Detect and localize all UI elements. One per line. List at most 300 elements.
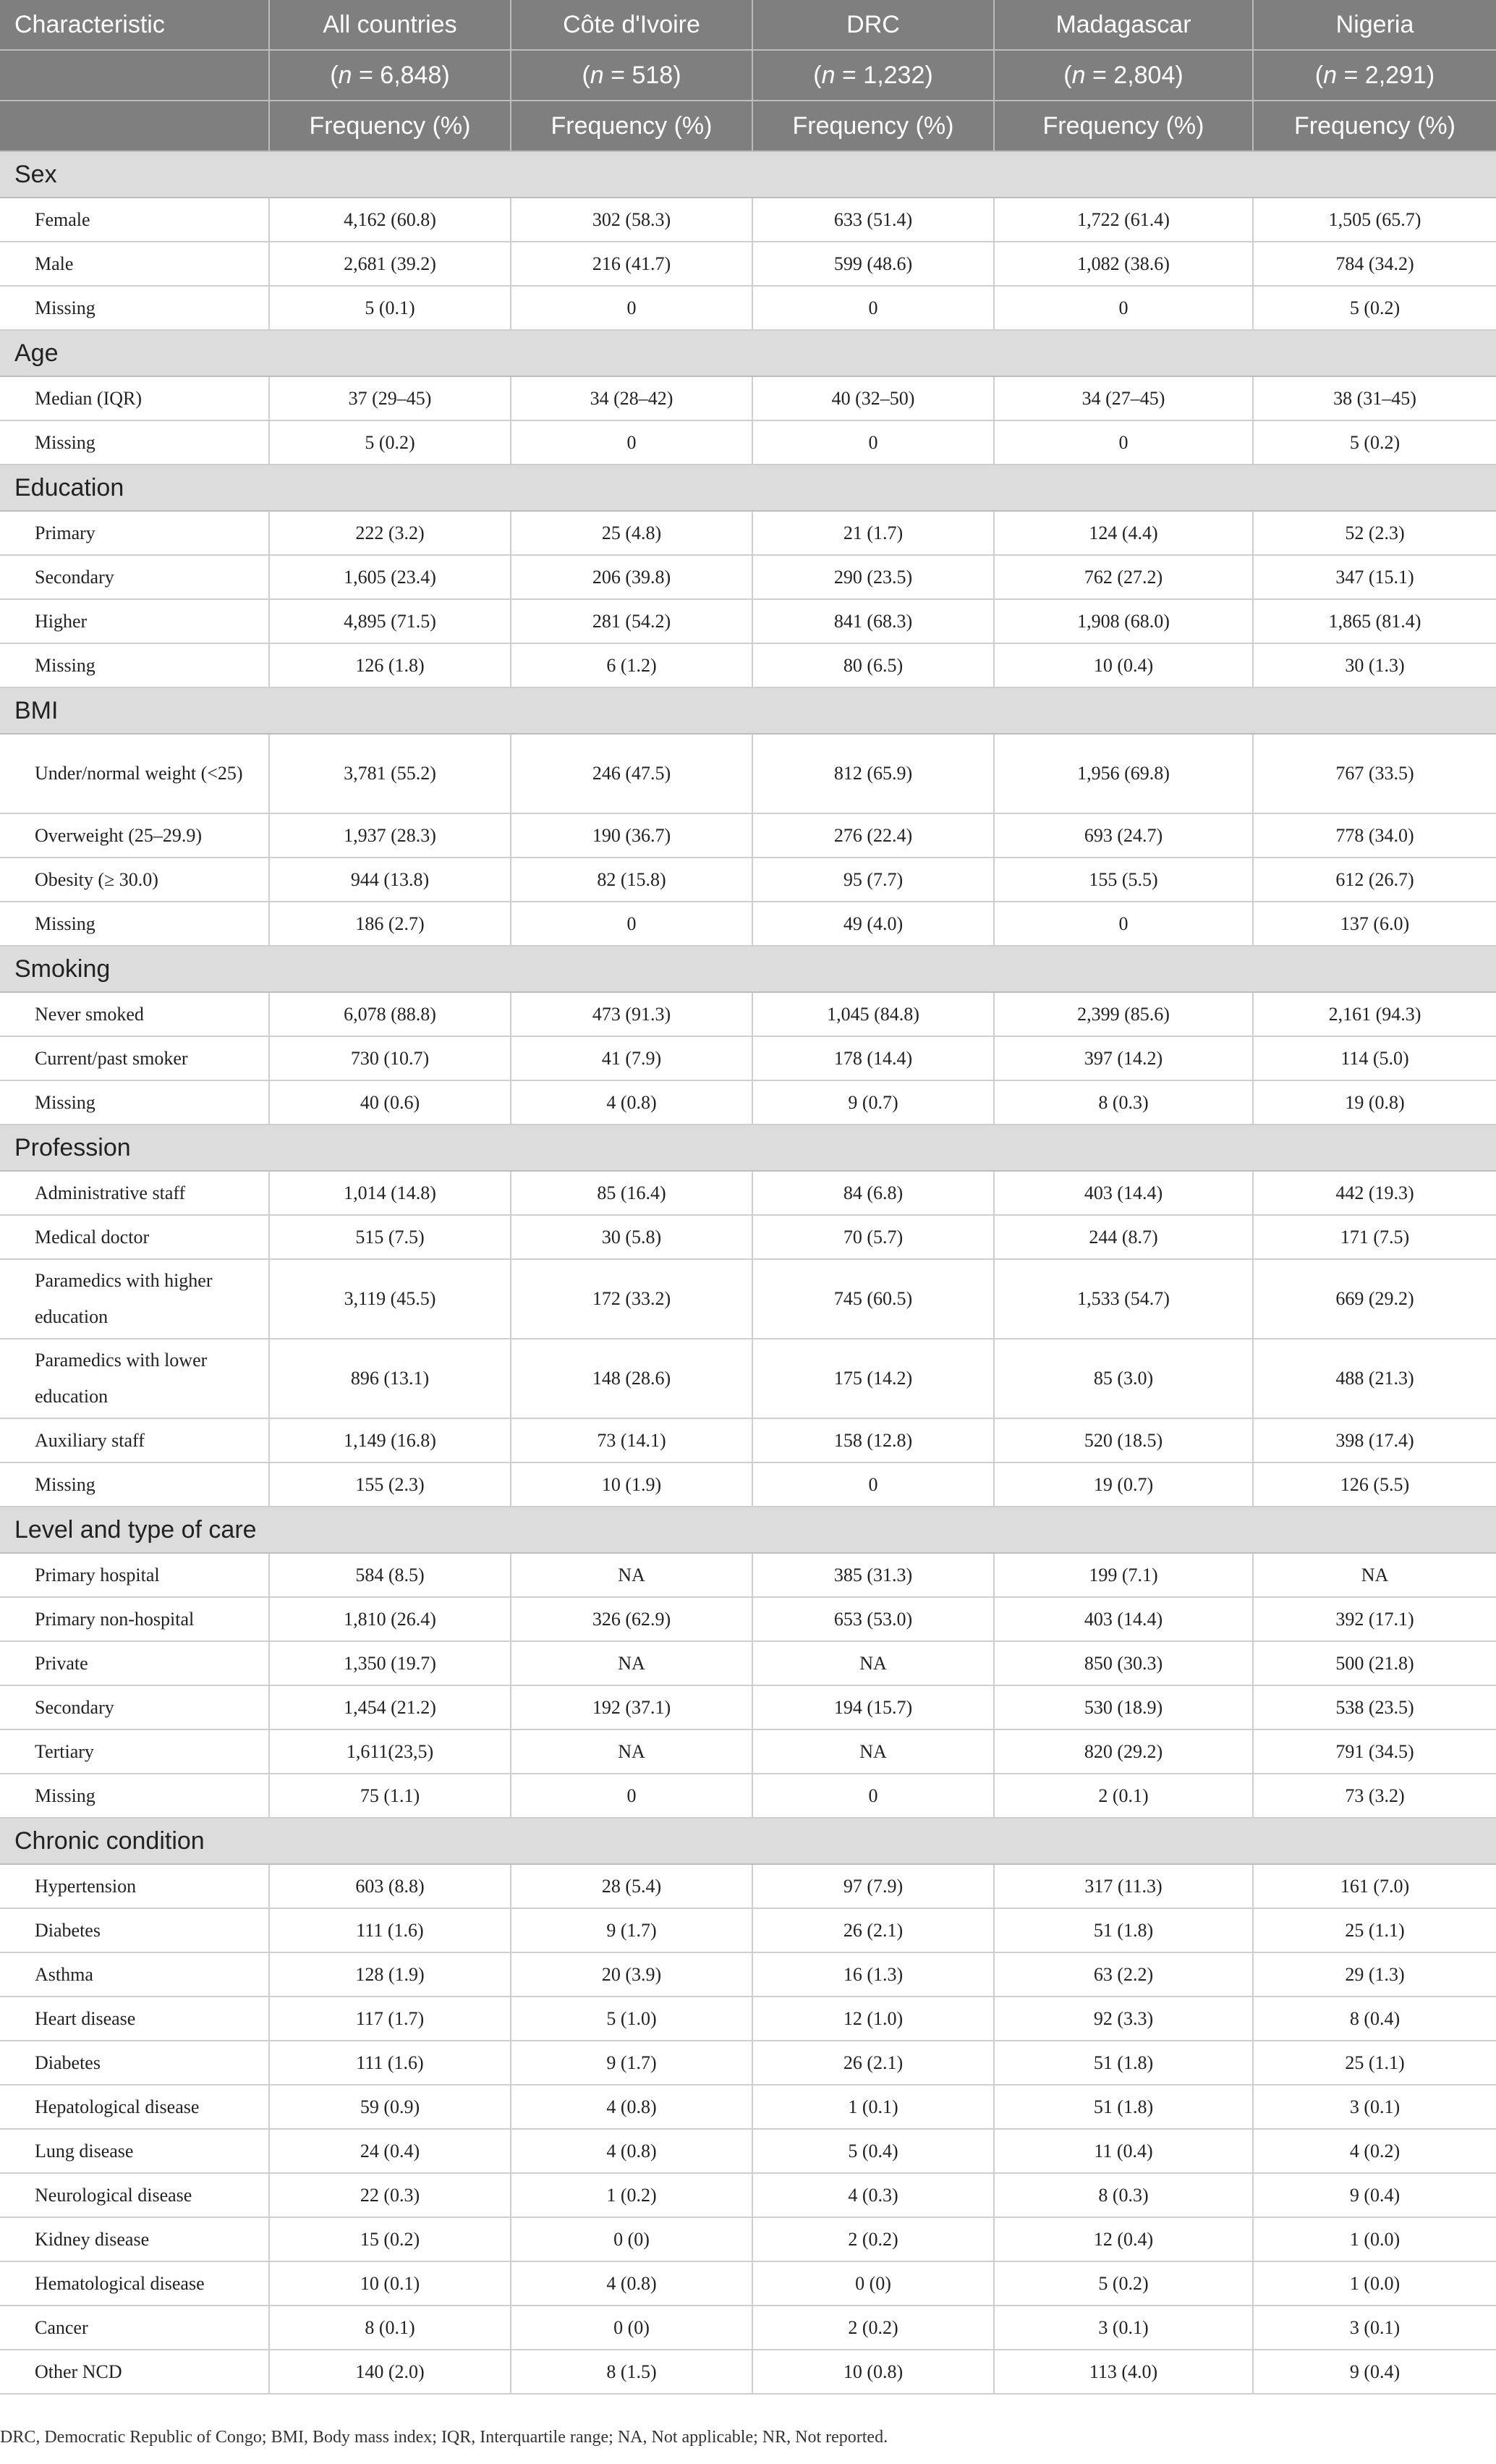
- value-cell: 29 (1.3): [1253, 1952, 1496, 1997]
- row-label-cell: Lung disease: [0, 2129, 269, 2173]
- value-cell: 16 (1.3): [752, 1952, 994, 1997]
- row-label-cell: Primary: [0, 511, 269, 555]
- row-label-cell: Private: [0, 1641, 269, 1685]
- table-row: [0, 1597, 1496, 1641]
- value-cell: 26 (2.1): [752, 1908, 994, 1952]
- table-row: [0, 1774, 1496, 1818]
- value-cell: 85 (3.0): [994, 1339, 1253, 1418]
- value-cell: 2,399 (85.6): [994, 992, 1253, 1036]
- value-cell: 1,082 (38.6): [994, 242, 1253, 286]
- value-cell: 19 (0.8): [1253, 1080, 1496, 1125]
- value-cell: 290 (23.5): [752, 555, 994, 599]
- value-cell: 95 (7.7): [752, 858, 994, 902]
- value-cell: 0: [511, 286, 752, 330]
- table-row: [0, 1036, 1496, 1080]
- value-cell: 599 (48.6): [752, 242, 994, 286]
- value-cell: 128 (1.9): [269, 1952, 511, 1997]
- value-cell: 206 (39.8): [511, 555, 752, 599]
- section-title: BMI: [0, 687, 1496, 734]
- table-row: [0, 643, 1496, 687]
- value-cell: 24 (0.4): [269, 2129, 511, 2173]
- value-cell: 37 (29–45): [269, 376, 511, 420]
- value-cell: 124 (4.4): [994, 511, 1253, 555]
- table-row: [0, 420, 1496, 465]
- header-row: [0, 50, 1496, 101]
- value-cell: 158 (12.8): [752, 1418, 994, 1462]
- table-row: [0, 734, 1496, 813]
- value-cell: 178 (14.4): [752, 1036, 994, 1080]
- value-cell: 488 (21.3): [1253, 1339, 1496, 1418]
- table-row: [0, 992, 1496, 1036]
- value-cell: 38 (31–45): [1253, 376, 1496, 420]
- table-row: [0, 2261, 1496, 2306]
- value-cell: 82 (15.8): [511, 858, 752, 902]
- value-cell: 111 (1.6): [269, 1908, 511, 1952]
- value-cell: 385 (31.3): [752, 1553, 994, 1597]
- section-title: Sex: [0, 151, 1496, 198]
- value-cell: 4 (0.8): [511, 2261, 752, 2306]
- value-cell: NA: [511, 1730, 752, 1774]
- value-cell: 0: [994, 420, 1253, 465]
- section-header-row: [0, 946, 1496, 992]
- value-cell: 5 (1.0): [511, 1997, 752, 2041]
- header-cell: DRC: [752, 0, 994, 50]
- header-row: [0, 0, 1496, 50]
- value-cell: 4 (0.8): [511, 2129, 752, 2173]
- value-cell: 4,895 (71.5): [269, 599, 511, 643]
- value-cell: 2 (0.2): [752, 2306, 994, 2350]
- value-cell: 1,454 (21.2): [269, 1685, 511, 1730]
- table-row: [0, 599, 1496, 643]
- section-title: Level and type of care: [0, 1507, 1496, 1553]
- row-label-cell: Diabetes: [0, 2041, 269, 2085]
- value-cell: 302 (58.3): [511, 198, 752, 242]
- value-cell: 276 (22.4): [752, 813, 994, 858]
- value-cell: 0: [752, 1462, 994, 1507]
- value-cell: 1,149 (16.8): [269, 1418, 511, 1462]
- table-row: [0, 198, 1496, 242]
- value-cell: 34 (27–45): [994, 376, 1253, 420]
- value-cell: NA: [752, 1730, 994, 1774]
- value-cell: 5 (0.2): [994, 2261, 1253, 2306]
- table-row: [0, 1864, 1496, 1908]
- value-cell: 1,810 (26.4): [269, 1597, 511, 1641]
- value-cell: 73 (14.1): [511, 1418, 752, 1462]
- section-title: Smoking: [0, 946, 1496, 992]
- value-cell: 1 (0.2): [511, 2173, 752, 2217]
- value-cell: 530 (18.9): [994, 1685, 1253, 1730]
- value-cell: 0: [752, 286, 994, 330]
- row-label-cell: Administrative staff: [0, 1171, 269, 1215]
- value-cell: 51 (1.8): [994, 2041, 1253, 2085]
- value-cell: 0: [752, 420, 994, 465]
- value-cell: 2,161 (94.3): [1253, 992, 1496, 1036]
- header-cell: Madagascar: [994, 0, 1253, 50]
- table-row: [0, 1730, 1496, 1774]
- value-cell: 0: [511, 1774, 752, 1818]
- table-row: [0, 1215, 1496, 1259]
- section-header-row: [0, 1507, 1496, 1553]
- value-cell: 19 (0.7): [994, 1462, 1253, 1507]
- table-footnote: DRC, Democratic Republic of Congo; BMI, Body mass index; IQR, Interquartile range; NA, Not applicable; NR, Not reported.: [0, 2428, 888, 2447]
- row-label-cell: Primary non-hospital: [0, 1597, 269, 1641]
- row-label-cell: Paramedics with higher education: [0, 1259, 269, 1339]
- value-cell: 25 (1.1): [1253, 2041, 1496, 2085]
- table-row: [0, 286, 1496, 330]
- value-cell: NA: [1253, 1553, 1496, 1597]
- value-cell: 15 (0.2): [269, 2217, 511, 2261]
- section-header-row: [0, 687, 1496, 734]
- value-cell: 172 (33.2): [511, 1259, 752, 1339]
- value-cell: 171 (7.5): [1253, 1215, 1496, 1259]
- value-cell: 97 (7.9): [752, 1864, 994, 1908]
- table-row: [0, 1641, 1496, 1685]
- value-cell: 8 (0.3): [994, 2173, 1253, 2217]
- value-cell: 3,119 (45.5): [269, 1259, 511, 1339]
- value-cell: 4 (0.3): [752, 2173, 994, 2217]
- value-cell: 85 (16.4): [511, 1171, 752, 1215]
- value-cell: 392 (17.1): [1253, 1597, 1496, 1641]
- row-label-cell: Overweight (25–29.9): [0, 813, 269, 858]
- row-label-cell: Current/past smoker: [0, 1036, 269, 1080]
- value-cell: 5 (0.4): [752, 2129, 994, 2173]
- value-cell: 6,078 (88.8): [269, 992, 511, 1036]
- value-cell: 8 (0.4): [1253, 1997, 1496, 2041]
- value-cell: 51 (1.8): [994, 2085, 1253, 2129]
- table-row: [0, 242, 1496, 286]
- value-cell: 5 (0.2): [1253, 420, 1496, 465]
- value-cell: 0: [994, 902, 1253, 946]
- value-cell: 1,937 (28.3): [269, 813, 511, 858]
- value-cell: 12 (0.4): [994, 2217, 1253, 2261]
- value-cell: 2,681 (39.2): [269, 242, 511, 286]
- table-row: [0, 1418, 1496, 1462]
- value-cell: 442 (19.3): [1253, 1171, 1496, 1215]
- header-cell: Frequency (%): [269, 101, 511, 151]
- row-label-cell: Missing: [0, 1774, 269, 1818]
- value-cell: 8 (0.1): [269, 2306, 511, 2350]
- value-cell: 10 (0.8): [752, 2350, 994, 2394]
- header-cell: All countries: [269, 0, 511, 50]
- table-row: [0, 1080, 1496, 1125]
- value-cell: 9 (0.7): [752, 1080, 994, 1125]
- value-cell: 653 (53.0): [752, 1597, 994, 1641]
- value-cell: 9 (0.4): [1253, 2350, 1496, 2394]
- row-label-cell: Primary hospital: [0, 1553, 269, 1597]
- table-row: [0, 2350, 1496, 2394]
- section-title: Education: [0, 465, 1496, 511]
- value-cell: 12 (1.0): [752, 1997, 994, 2041]
- value-cell: 5 (0.1): [269, 286, 511, 330]
- value-cell: 0 (0): [511, 2217, 752, 2261]
- value-cell: 8 (0.3): [994, 1080, 1253, 1125]
- value-cell: 317 (11.3): [994, 1864, 1253, 1908]
- table-row: [0, 1339, 1496, 1418]
- value-cell: 4 (0.8): [511, 2085, 752, 2129]
- value-cell: 192 (37.1): [511, 1685, 752, 1730]
- section-title: Chronic condition: [0, 1818, 1496, 1864]
- value-cell: 22 (0.3): [269, 2173, 511, 2217]
- value-cell: 1,611(23,5): [269, 1730, 511, 1774]
- value-cell: 603 (8.8): [269, 1864, 511, 1908]
- row-label-cell: Secondary: [0, 1685, 269, 1730]
- value-cell: 281 (54.2): [511, 599, 752, 643]
- row-label-cell: Higher: [0, 599, 269, 643]
- table-row: [0, 1462, 1496, 1507]
- section-title: Profession: [0, 1125, 1496, 1171]
- value-cell: 63 (2.2): [994, 1952, 1253, 1997]
- value-cell: 0 (0): [752, 2261, 994, 2306]
- value-cell: 40 (0.6): [269, 1080, 511, 1125]
- section-title: Age: [0, 330, 1496, 376]
- value-cell: 612 (26.7): [1253, 858, 1496, 902]
- row-label-cell: Female: [0, 198, 269, 242]
- table-row: [0, 1259, 1496, 1339]
- table-row: [0, 555, 1496, 599]
- value-cell: 10 (0.4): [994, 643, 1253, 687]
- row-label-cell: Cancer: [0, 2306, 269, 2350]
- row-label-cell: Auxiliary staff: [0, 1418, 269, 1462]
- value-cell: 500 (21.8): [1253, 1641, 1496, 1685]
- value-cell: 1 (0.0): [1253, 2217, 1496, 2261]
- value-cell: 8 (1.5): [511, 2350, 752, 2394]
- value-cell: 140 (2.0): [269, 2350, 511, 2394]
- row-label-cell: Hypertension: [0, 1864, 269, 1908]
- value-cell: 745 (60.5): [752, 1259, 994, 1339]
- row-label-cell: Missing: [0, 1080, 269, 1125]
- value-cell: 9 (0.4): [1253, 2173, 1496, 2217]
- header-cell: (n = 2,291): [1253, 50, 1496, 101]
- value-cell: 1,908 (68.0): [994, 599, 1253, 643]
- row-label-cell: Diabetes: [0, 1908, 269, 1952]
- value-cell: 403 (14.4): [994, 1597, 1253, 1641]
- value-cell: 1,722 (61.4): [994, 198, 1253, 242]
- section-header-row: [0, 1818, 1496, 1864]
- row-label-cell: Tertiary: [0, 1730, 269, 1774]
- row-label-cell: Male: [0, 242, 269, 286]
- value-cell: 2 (0.2): [752, 2217, 994, 2261]
- value-cell: 784 (34.2): [1253, 242, 1496, 286]
- value-cell: 137 (6.0): [1253, 902, 1496, 946]
- row-label-cell: Never smoked: [0, 992, 269, 1036]
- value-cell: 75 (1.1): [269, 1774, 511, 1818]
- value-cell: 762 (27.2): [994, 555, 1253, 599]
- value-cell: 473 (91.3): [511, 992, 752, 1036]
- value-cell: 3 (0.1): [1253, 2306, 1496, 2350]
- row-label-cell: Missing: [0, 286, 269, 330]
- value-cell: 3,781 (55.2): [269, 734, 511, 813]
- value-cell: 767 (33.5): [1253, 734, 1496, 813]
- value-cell: 70 (5.7): [752, 1215, 994, 1259]
- value-cell: 186 (2.7): [269, 902, 511, 946]
- table-row: [0, 858, 1496, 902]
- header-label-cell: [0, 50, 269, 101]
- value-cell: 730 (10.7): [269, 1036, 511, 1080]
- value-cell: 944 (13.8): [269, 858, 511, 902]
- value-cell: 0: [511, 902, 752, 946]
- table-row: [0, 2217, 1496, 2261]
- row-label-cell: Median (IQR): [0, 376, 269, 420]
- table-row: [0, 376, 1496, 420]
- value-cell: 6 (1.2): [511, 643, 752, 687]
- value-cell: NA: [511, 1641, 752, 1685]
- value-cell: 40 (32–50): [752, 376, 994, 420]
- table-row: [0, 1908, 1496, 1952]
- header-cell: Frequency (%): [1253, 101, 1496, 151]
- table-row: [0, 1553, 1496, 1597]
- header-cell: Frequency (%): [511, 101, 752, 151]
- row-label-cell: Asthma: [0, 1952, 269, 1997]
- value-cell: 5 (0.2): [1253, 286, 1496, 330]
- value-cell: 216 (41.7): [511, 242, 752, 286]
- section-header-row: [0, 1125, 1496, 1171]
- row-label-cell: Other NCD: [0, 2350, 269, 2394]
- value-cell: 21 (1.7): [752, 511, 994, 555]
- value-cell: 4,162 (60.8): [269, 198, 511, 242]
- row-label-cell: Missing: [0, 902, 269, 946]
- value-cell: 1,505 (65.7): [1253, 198, 1496, 242]
- table-row: [0, 1171, 1496, 1215]
- value-cell: 10 (0.1): [269, 2261, 511, 2306]
- value-cell: 49 (4.0): [752, 902, 994, 946]
- header-cell: (n = 1,232): [752, 50, 994, 101]
- value-cell: 80 (6.5): [752, 643, 994, 687]
- table-row: [0, 813, 1496, 858]
- value-cell: 4 (0.2): [1253, 2129, 1496, 2173]
- value-cell: 1,956 (69.8): [994, 734, 1253, 813]
- header-cell: (n = 6,848): [269, 50, 511, 101]
- value-cell: 26 (2.1): [752, 2041, 994, 2085]
- header-cell: (n = 2,804): [994, 50, 1253, 101]
- value-cell: 51 (1.8): [994, 1908, 1253, 1952]
- row-label-cell: Heart disease: [0, 1997, 269, 2041]
- value-cell: 778 (34.0): [1253, 813, 1496, 858]
- value-cell: 41 (7.9): [511, 1036, 752, 1080]
- table-body: [0, 151, 1496, 2394]
- value-cell: 0: [511, 420, 752, 465]
- value-cell: 812 (65.9): [752, 734, 994, 813]
- value-cell: 820 (29.2): [994, 1730, 1253, 1774]
- value-cell: 25 (4.8): [511, 511, 752, 555]
- row-label-cell: Medical doctor: [0, 1215, 269, 1259]
- value-cell: 1 (0.0): [1253, 2261, 1496, 2306]
- value-cell: 584 (8.5): [269, 1553, 511, 1597]
- header-label-cell: Characteristic: [0, 0, 269, 50]
- value-cell: 326 (62.9): [511, 1597, 752, 1641]
- value-cell: 693 (24.7): [994, 813, 1253, 858]
- value-cell: 1,350 (19.7): [269, 1641, 511, 1685]
- value-cell: 190 (36.7): [511, 813, 752, 858]
- value-cell: 791 (34.5): [1253, 1730, 1496, 1774]
- value-cell: 0 (0): [511, 2306, 752, 2350]
- value-cell: 126 (1.8): [269, 643, 511, 687]
- row-label-cell: Under/normal weight (<25): [0, 734, 269, 813]
- value-cell: 1,533 (54.7): [994, 1259, 1253, 1339]
- table-row: [0, 902, 1496, 946]
- value-cell: 161 (7.0): [1253, 1864, 1496, 1908]
- value-cell: 633 (51.4): [752, 198, 994, 242]
- value-cell: 148 (28.6): [511, 1339, 752, 1418]
- table-row: [0, 1685, 1496, 1730]
- value-cell: 1 (0.1): [752, 2085, 994, 2129]
- table-header: [0, 0, 1496, 151]
- value-cell: 84 (6.8): [752, 1171, 994, 1215]
- value-cell: 92 (3.3): [994, 1997, 1253, 2041]
- value-cell: 3 (0.1): [994, 2306, 1253, 2350]
- value-cell: 111 (1.6): [269, 2041, 511, 2085]
- section-header-row: [0, 330, 1496, 376]
- value-cell: 20 (3.9): [511, 1952, 752, 1997]
- value-cell: 175 (14.2): [752, 1339, 994, 1418]
- value-cell: 155 (5.5): [994, 858, 1253, 902]
- section-header-row: [0, 465, 1496, 511]
- value-cell: 194 (15.7): [752, 1685, 994, 1730]
- value-cell: 126 (5.5): [1253, 1462, 1496, 1507]
- value-cell: 113 (4.0): [994, 2350, 1253, 2394]
- value-cell: NA: [511, 1553, 752, 1597]
- header-cell: Côte d'Ivoire: [511, 0, 752, 50]
- value-cell: 1,865 (81.4): [1253, 599, 1496, 643]
- value-cell: 155 (2.3): [269, 1462, 511, 1507]
- header-label-cell: [0, 101, 269, 151]
- value-cell: NA: [752, 1641, 994, 1685]
- value-cell: 896 (13.1): [269, 1339, 511, 1418]
- value-cell: 850 (30.3): [994, 1641, 1253, 1685]
- header-cell: Frequency (%): [994, 101, 1253, 151]
- value-cell: 28 (5.4): [511, 1864, 752, 1908]
- value-cell: 538 (23.5): [1253, 1685, 1496, 1730]
- value-cell: 9 (1.7): [511, 1908, 752, 1952]
- row-label-cell: Missing: [0, 420, 269, 465]
- value-cell: 59 (0.9): [269, 2085, 511, 2129]
- value-cell: 73 (3.2): [1253, 1774, 1496, 1818]
- table-row: [0, 1952, 1496, 1997]
- value-cell: 246 (47.5): [511, 734, 752, 813]
- row-label-cell: Kidney disease: [0, 2217, 269, 2261]
- value-cell: 222 (3.2): [269, 511, 511, 555]
- row-label-cell: Missing: [0, 1462, 269, 1507]
- row-label-cell: Missing: [0, 643, 269, 687]
- value-cell: 403 (14.4): [994, 1171, 1253, 1215]
- value-cell: 2 (0.1): [994, 1774, 1253, 1818]
- row-label-cell: Obesity (≥ 30.0): [0, 858, 269, 902]
- value-cell: 30 (5.8): [511, 1215, 752, 1259]
- table-row: [0, 2306, 1496, 2350]
- value-cell: 398 (17.4): [1253, 1418, 1496, 1462]
- value-cell: 25 (1.1): [1253, 1908, 1496, 1952]
- value-cell: 1,045 (84.8): [752, 992, 994, 1036]
- value-cell: 1,014 (14.8): [269, 1171, 511, 1215]
- header-cell: (n = 518): [511, 50, 752, 101]
- value-cell: 0: [752, 1774, 994, 1818]
- row-label-cell: Secondary: [0, 555, 269, 599]
- value-cell: 11 (0.4): [994, 2129, 1253, 2173]
- row-label-cell: Hepatological disease: [0, 2085, 269, 2129]
- table-row: [0, 2129, 1496, 2173]
- section-header-row: [0, 151, 1496, 198]
- value-cell: 515 (7.5): [269, 1215, 511, 1259]
- header-row: [0, 101, 1496, 151]
- table-row: [0, 511, 1496, 555]
- value-cell: 114 (5.0): [1253, 1036, 1496, 1080]
- value-cell: 3 (0.1): [1253, 2085, 1496, 2129]
- value-cell: 841 (68.3): [752, 599, 994, 643]
- value-cell: 347 (15.1): [1253, 555, 1496, 599]
- row-label-cell: Neurological disease: [0, 2173, 269, 2217]
- value-cell: 199 (7.1): [994, 1553, 1253, 1597]
- value-cell: 10 (1.9): [511, 1462, 752, 1507]
- header-cell: Nigeria: [1253, 0, 1496, 50]
